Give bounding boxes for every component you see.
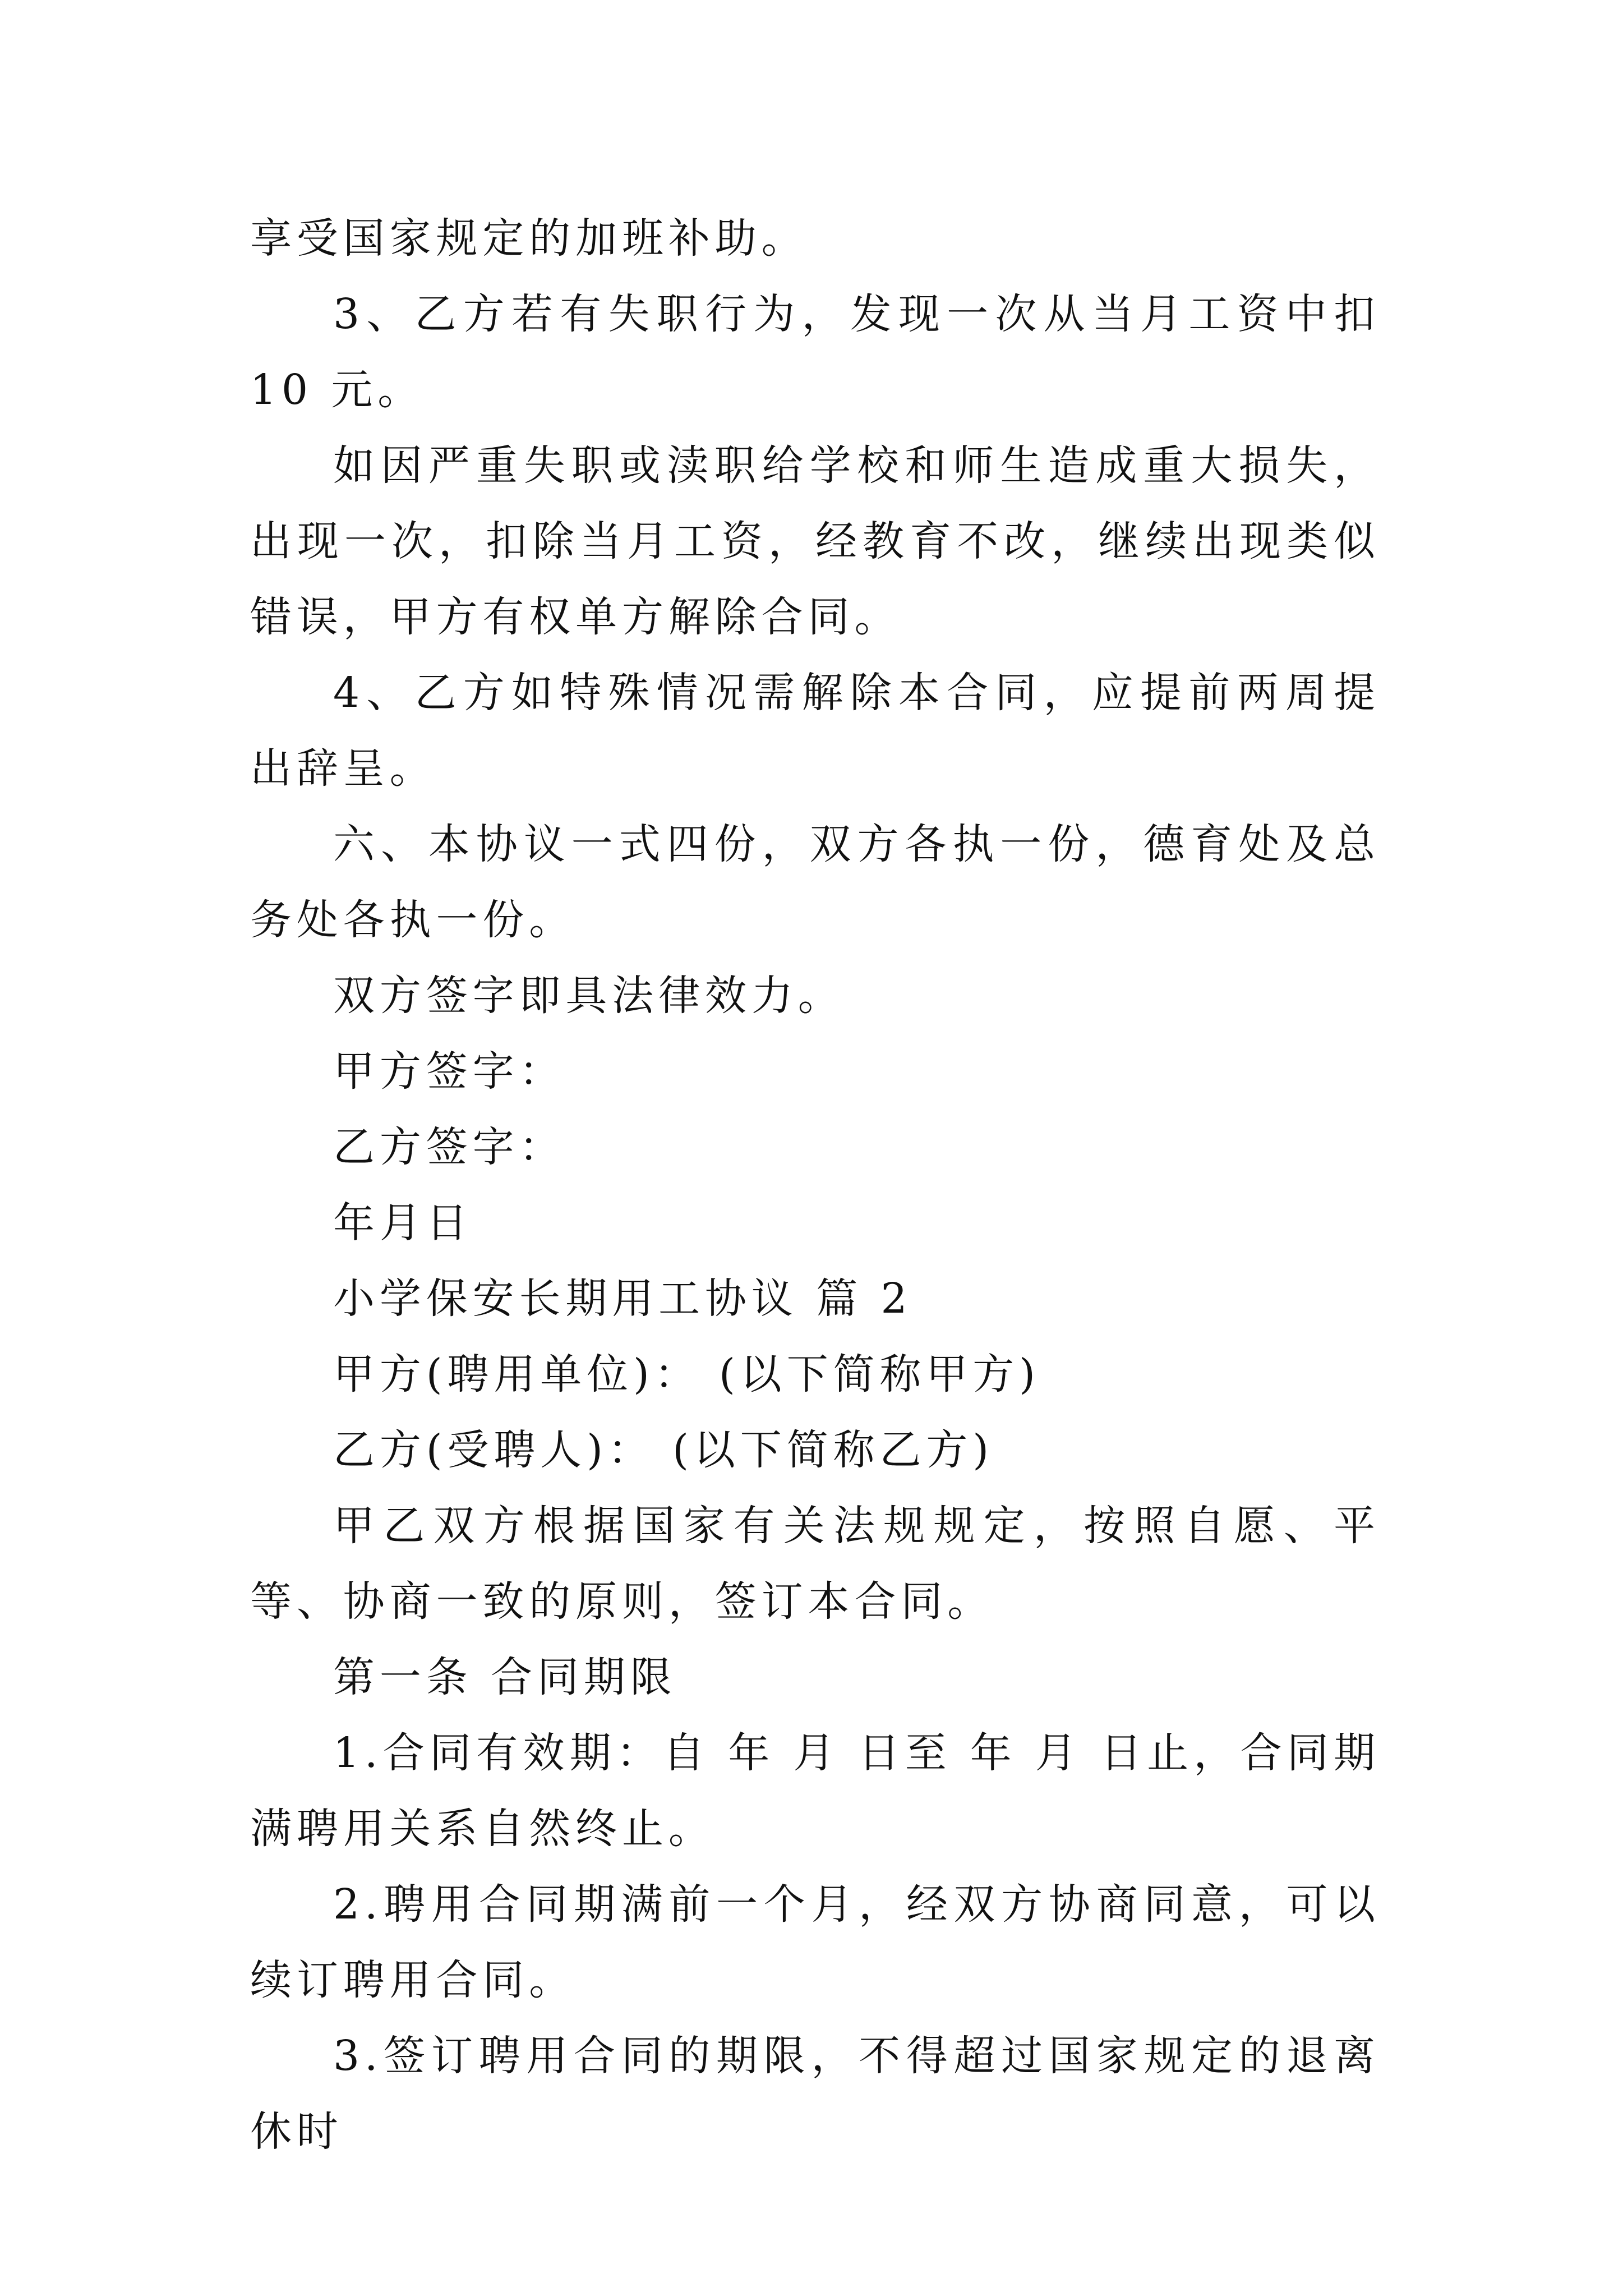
section-title: 小学保安长期用工协议 篇 2 xyxy=(333,1274,912,1323)
paragraph-term-2: 2.聘用合同期满前一个月，经双方协商同意，可以续订聘用合同。 xyxy=(250,1880,1380,2004)
paragraph-serious-negligence: 如因严重失职或渎职给学校和师生造成重大损失，出现一次，扣除当月工资，经教育不改，继续出现类似错误，甲方有权单方解除合同。 xyxy=(250,441,1380,641)
article-one-heading: 第一条 合同期限 xyxy=(333,1653,677,1701)
paragraph-legal-effect: 双方签字即具法律效力。 xyxy=(333,972,845,1020)
paragraph-principles: 甲乙双方根据国家有关法规规定，按照自愿、平等、协商一致的原则，签订本合同。 xyxy=(250,1502,1380,1626)
date-line: 年月日 xyxy=(333,1199,473,1247)
party-b-signature: 乙方签字： xyxy=(333,1123,566,1171)
party-b-line: 乙方(受聘人)： (以下简称乙方) xyxy=(333,1426,994,1474)
paragraph-term-1: 1.合同有效期：自 年 月 日至 年 月 日止，合同期满聘用关系自然终止。 xyxy=(250,1729,1380,1853)
paragraph-overtime-subsidy: 享受国家规定的加班补助。 xyxy=(250,214,808,263)
paragraph-clause-six: 六、本协议一式四份，双方各执一份，德育处及总务处各执一份。 xyxy=(250,820,1380,944)
paragraph-clause-4: 4、乙方如特殊情况需解除本合同，应提前两周提出辞呈。 xyxy=(250,669,1380,793)
document-body xyxy=(250,201,1380,2170)
party-a-signature: 甲方签字： xyxy=(333,1047,566,1096)
paragraph-term-3: 3.签订聘用合同的期限，不得超过国家规定的退离休时 xyxy=(250,2032,1380,2156)
paragraph-clause-3: 3、乙方若有失职行为，发现一次从当月工资中扣 10 元。 xyxy=(250,290,1380,414)
party-a-line: 甲方(聘用单位)： (以下简称甲方) xyxy=(333,1350,1040,1398)
